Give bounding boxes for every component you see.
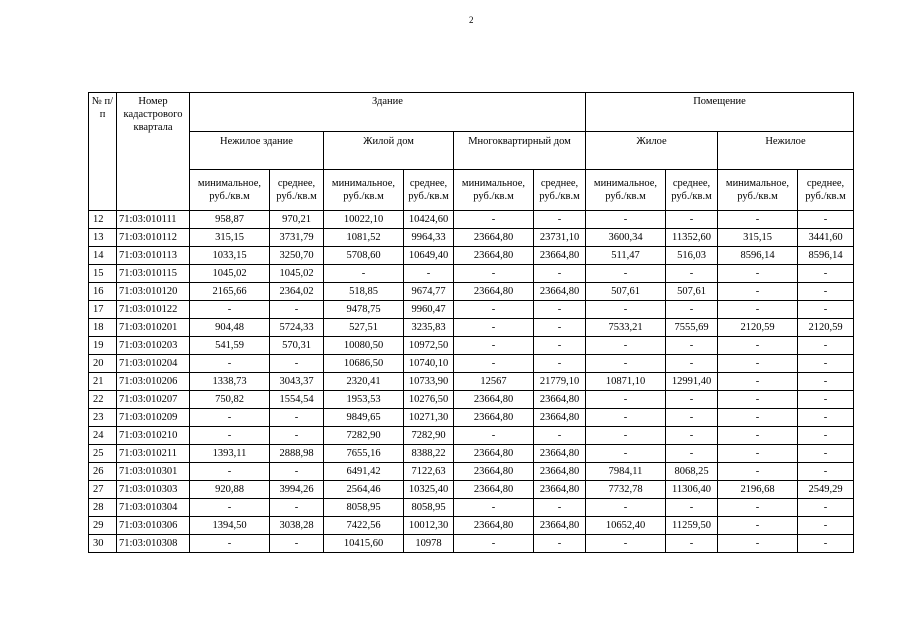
- table-cell: 904,48: [190, 319, 270, 337]
- table-cell: 71:03:010204: [117, 355, 190, 373]
- table-cell: 10271,30: [404, 409, 454, 427]
- table-cell: -: [586, 391, 666, 409]
- table-cell: 3731,79: [270, 229, 324, 247]
- table-cell: 23: [89, 409, 117, 427]
- table-cell: -: [454, 337, 534, 355]
- table-cell: 750,82: [190, 391, 270, 409]
- table-cell: 9964,33: [404, 229, 454, 247]
- table-cell: 920,88: [190, 481, 270, 499]
- table-cell: -: [666, 535, 718, 553]
- table-cell: -: [534, 211, 586, 229]
- table-cell: -: [666, 265, 718, 283]
- table-cell: 9674,77: [404, 283, 454, 301]
- table-cell: -: [586, 427, 666, 445]
- table-cell: 1393,11: [190, 445, 270, 463]
- table-cell: 71:03:010207: [117, 391, 190, 409]
- table-cell: 12991,40: [666, 373, 718, 391]
- table-cell: -: [270, 463, 324, 481]
- table-cell: 71:03:010115: [117, 265, 190, 283]
- table-cell: 10276,50: [404, 391, 454, 409]
- table-cell: -: [454, 427, 534, 445]
- table-cell: 71:03:010304: [117, 499, 190, 517]
- table-cell: -: [586, 301, 666, 319]
- table-body: [89, 211, 854, 553]
- table-cell: 19: [89, 337, 117, 355]
- table-cell: -: [666, 355, 718, 373]
- table-cell: 10080,50: [324, 337, 404, 355]
- table-cell: 7122,63: [404, 463, 454, 481]
- table-cell: 23664,80: [534, 283, 586, 301]
- table-cell: 25: [89, 445, 117, 463]
- table-cell: 11306,40: [666, 481, 718, 499]
- table-cell: 20: [89, 355, 117, 373]
- header-avg: среднее, руб./кв.м: [270, 170, 324, 211]
- table-cell: 958,87: [190, 211, 270, 229]
- table-cell: 23664,80: [454, 517, 534, 535]
- table-cell: -: [718, 445, 798, 463]
- table-cell: -: [798, 427, 854, 445]
- table-cell: 507,61: [586, 283, 666, 301]
- table-cell: 8388,22: [404, 445, 454, 463]
- table-cell: 3441,60: [798, 229, 854, 247]
- table-cell: 71:03:010209: [117, 409, 190, 427]
- table-cell: -: [798, 517, 854, 535]
- table-cell: 10012,30: [404, 517, 454, 535]
- table-cell: -: [534, 301, 586, 319]
- table-cell: 1045,02: [270, 265, 324, 283]
- table-cell: 11352,60: [666, 229, 718, 247]
- table-cell: 2364,02: [270, 283, 324, 301]
- table-cell: -: [718, 391, 798, 409]
- table-cell: 315,15: [718, 229, 798, 247]
- table-cell: 71:03:010303: [117, 481, 190, 499]
- table-cell: 14: [89, 247, 117, 265]
- table-cell: 3994,26: [270, 481, 324, 499]
- table-cell: 3038,28: [270, 517, 324, 535]
- table-cell: 23664,80: [454, 445, 534, 463]
- table-cell: 1394,50: [190, 517, 270, 535]
- table-cell: 23664,80: [534, 409, 586, 427]
- table-cell: 13: [89, 229, 117, 247]
- table-cell: -: [798, 463, 854, 481]
- table-cell: -: [586, 409, 666, 427]
- table-cell: 1554,54: [270, 391, 324, 409]
- table-cell: 527,51: [324, 319, 404, 337]
- table-cell: 9849,65: [324, 409, 404, 427]
- table-cell: 7533,21: [586, 319, 666, 337]
- table-cell: 71:03:010113: [117, 247, 190, 265]
- table-cell: 23664,80: [534, 247, 586, 265]
- table-cell: -: [718, 517, 798, 535]
- table-cell: 23664,80: [534, 391, 586, 409]
- header-min: минимальное, руб./кв.м: [454, 170, 534, 211]
- table-cell: -: [190, 463, 270, 481]
- table-cell: 7282,90: [324, 427, 404, 445]
- table-cell: -: [718, 355, 798, 373]
- table-cell: 23664,80: [534, 481, 586, 499]
- table-cell: 17: [89, 301, 117, 319]
- table-cell: 9960,47: [404, 301, 454, 319]
- table-cell: 12567: [454, 373, 534, 391]
- table-cell: -: [270, 499, 324, 517]
- table-cell: 2196,68: [718, 481, 798, 499]
- table-cell: -: [718, 283, 798, 301]
- table-cell: 8058,95: [324, 499, 404, 517]
- table-cell: 71:03:010122: [117, 301, 190, 319]
- table-cell: 315,15: [190, 229, 270, 247]
- header-avg: среднее, руб./кв.м: [798, 170, 854, 211]
- table-cell: -: [718, 535, 798, 553]
- table-row: [89, 409, 854, 427]
- table-cell: 23664,80: [454, 463, 534, 481]
- table-cell: -: [190, 301, 270, 319]
- table-cell: 511,47: [586, 247, 666, 265]
- table-cell: 10649,40: [404, 247, 454, 265]
- table-cell: 8596,14: [798, 247, 854, 265]
- table-cell: -: [324, 265, 404, 283]
- header-kadastr: Номер кадастрового квартала: [117, 93, 190, 211]
- table-cell: 2888,98: [270, 445, 324, 463]
- table-cell: -: [798, 535, 854, 553]
- table-row: [89, 391, 854, 409]
- table-cell: 7422,56: [324, 517, 404, 535]
- table-cell: -: [798, 499, 854, 517]
- table-cell: 6491,42: [324, 463, 404, 481]
- table-cell: 507,61: [666, 283, 718, 301]
- table-cell: 10424,60: [404, 211, 454, 229]
- table-cell: 27: [89, 481, 117, 499]
- table-cell: -: [798, 373, 854, 391]
- table-cell: 9478,75: [324, 301, 404, 319]
- table-cell: 8068,25: [666, 463, 718, 481]
- table-cell: 1338,73: [190, 373, 270, 391]
- table-cell: 23664,80: [454, 247, 534, 265]
- table-cell: -: [586, 535, 666, 553]
- table-cell: 516,03: [666, 247, 718, 265]
- table-cell: -: [666, 301, 718, 319]
- header-premises: Помещение: [586, 93, 854, 132]
- header-nonres-building: Нежилое здание: [190, 132, 324, 170]
- table-cell: 24: [89, 427, 117, 445]
- table-cell: -: [666, 409, 718, 427]
- table-cell: -: [718, 409, 798, 427]
- table-cell: 7282,90: [404, 427, 454, 445]
- table-cell: 15: [89, 265, 117, 283]
- table-cell: 5724,33: [270, 319, 324, 337]
- table-cell: 7555,69: [666, 319, 718, 337]
- table-cell: -: [190, 355, 270, 373]
- table-cell: 10871,10: [586, 373, 666, 391]
- table-cell: 71:03:010211: [117, 445, 190, 463]
- header-building: Здание: [190, 93, 586, 132]
- table-cell: -: [190, 535, 270, 553]
- table-cell: -: [454, 265, 534, 283]
- table-cell: 23664,80: [454, 409, 534, 427]
- table-cell: -: [666, 427, 718, 445]
- table-row: [89, 265, 854, 283]
- table-cell: 28: [89, 499, 117, 517]
- table-cell: 71:03:010301: [117, 463, 190, 481]
- table-cell: -: [798, 301, 854, 319]
- table-cell: -: [718, 211, 798, 229]
- table-cell: -: [798, 445, 854, 463]
- table-cell: -: [534, 355, 586, 373]
- table-cell: 71:03:010120: [117, 283, 190, 301]
- table-row: [89, 463, 854, 481]
- header-min: минимальное, руб./кв.м: [324, 170, 404, 211]
- table-cell: -: [190, 409, 270, 427]
- header-min: минимальное, руб./кв.м: [718, 170, 798, 211]
- table-row: [89, 355, 854, 373]
- table-cell: 23731,10: [534, 229, 586, 247]
- table-cell: -: [454, 301, 534, 319]
- header-house: Жилой дом: [324, 132, 454, 170]
- table-cell: -: [718, 373, 798, 391]
- table-cell: 10740,10: [404, 355, 454, 373]
- table-cell: 23664,80: [454, 229, 534, 247]
- table-row: [89, 427, 854, 445]
- table-cell: -: [586, 355, 666, 373]
- table-cell: -: [586, 499, 666, 517]
- table-cell: -: [270, 301, 324, 319]
- table-cell: 71:03:010306: [117, 517, 190, 535]
- header-residential: Жилое: [586, 132, 718, 170]
- table-cell: -: [270, 535, 324, 553]
- table-cell: -: [666, 391, 718, 409]
- table-row: [89, 535, 854, 553]
- table-cell: 1081,52: [324, 229, 404, 247]
- table-row: [89, 445, 854, 463]
- table-cell: 18: [89, 319, 117, 337]
- table-cell: 2120,59: [718, 319, 798, 337]
- table-cell: -: [534, 427, 586, 445]
- table-cell: 570,31: [270, 337, 324, 355]
- table-cell: 71:03:010308: [117, 535, 190, 553]
- table-cell: 30: [89, 535, 117, 553]
- table-row: [89, 499, 854, 517]
- table-row: [89, 229, 854, 247]
- table-cell: 23664,80: [454, 283, 534, 301]
- table-row: [89, 301, 854, 319]
- table-cell: -: [586, 445, 666, 463]
- table-cell: 1033,15: [190, 247, 270, 265]
- table-cell: 10686,50: [324, 355, 404, 373]
- table-cell: -: [718, 499, 798, 517]
- table-cell: -: [798, 211, 854, 229]
- header-avg: среднее, руб./кв.м: [534, 170, 586, 211]
- table-cell: 7655,16: [324, 445, 404, 463]
- table-cell: -: [534, 337, 586, 355]
- table-row: [89, 481, 854, 499]
- header-nonresidential: Нежилое: [718, 132, 854, 170]
- table-cell: 21779,10: [534, 373, 586, 391]
- table-cell: 1045,02: [190, 265, 270, 283]
- table-cell: -: [666, 445, 718, 463]
- table-cell: -: [270, 427, 324, 445]
- table-cell: 10325,40: [404, 481, 454, 499]
- cadastral-value-table: [88, 92, 854, 553]
- table-cell: -: [454, 499, 534, 517]
- table-cell: 3600,34: [586, 229, 666, 247]
- table-cell: -: [534, 535, 586, 553]
- table-cell: 8596,14: [718, 247, 798, 265]
- table-cell: 541,59: [190, 337, 270, 355]
- table-cell: -: [534, 319, 586, 337]
- table-cell: 8058,95: [404, 499, 454, 517]
- table-cell: -: [454, 211, 534, 229]
- table-cell: -: [798, 409, 854, 427]
- header-apartment-building: Многоквартирный дом: [454, 132, 586, 170]
- table-cell: -: [454, 355, 534, 373]
- table-cell: -: [270, 409, 324, 427]
- table-cell: -: [586, 211, 666, 229]
- table-cell: -: [718, 463, 798, 481]
- table-row: [89, 373, 854, 391]
- table-cell: 10733,90: [404, 373, 454, 391]
- table-cell: 23664,80: [534, 463, 586, 481]
- table-cell: 2120,59: [798, 319, 854, 337]
- table-cell: 10978: [404, 535, 454, 553]
- table-row: [89, 319, 854, 337]
- table-cell: -: [454, 319, 534, 337]
- table-cell: 71:03:010206: [117, 373, 190, 391]
- table-cell: -: [666, 211, 718, 229]
- table-cell: 7984,11: [586, 463, 666, 481]
- table-cell: -: [718, 427, 798, 445]
- table-cell: -: [586, 337, 666, 355]
- table-cell: 3235,83: [404, 319, 454, 337]
- table-cell: 5708,60: [324, 247, 404, 265]
- table-cell: 16: [89, 283, 117, 301]
- table-cell: 10652,40: [586, 517, 666, 535]
- table-row: [89, 247, 854, 265]
- table-row: [89, 283, 854, 301]
- table-cell: 7732,78: [586, 481, 666, 499]
- header-num: № п/п: [89, 93, 117, 211]
- header-min: минимальное, руб./кв.м: [190, 170, 270, 211]
- table-cell: -: [718, 301, 798, 319]
- table-cell: 1953,53: [324, 391, 404, 409]
- table-row: [89, 337, 854, 355]
- table-cell: 71:03:010111: [117, 211, 190, 229]
- table-cell: 23664,80: [534, 517, 586, 535]
- header-min: минимальное, руб./кв.м: [586, 170, 666, 211]
- table-cell: 71:03:010210: [117, 427, 190, 445]
- table-cell: -: [798, 337, 854, 355]
- table-cell: 21: [89, 373, 117, 391]
- table-cell: 23664,80: [534, 445, 586, 463]
- table-cell: -: [190, 427, 270, 445]
- table-cell: -: [798, 355, 854, 373]
- table-cell: 970,21: [270, 211, 324, 229]
- table-cell: 2320,41: [324, 373, 404, 391]
- table-cell: -: [718, 265, 798, 283]
- table-cell: -: [190, 499, 270, 517]
- table-cell: -: [666, 337, 718, 355]
- table-cell: 71:03:010203: [117, 337, 190, 355]
- table-cell: -: [404, 265, 454, 283]
- table-cell: -: [270, 355, 324, 373]
- table-cell: 71:03:010112: [117, 229, 190, 247]
- table-cell: -: [666, 499, 718, 517]
- table-cell: 71:03:010201: [117, 319, 190, 337]
- table-row: [89, 517, 854, 535]
- table-cell: 3250,70: [270, 247, 324, 265]
- table-cell: -: [798, 391, 854, 409]
- table-cell: 2564,46: [324, 481, 404, 499]
- table-cell: 3043,37: [270, 373, 324, 391]
- table-cell: -: [534, 265, 586, 283]
- table-cell: 12: [89, 211, 117, 229]
- table-cell: 23664,80: [454, 391, 534, 409]
- page-number: 2: [469, 15, 474, 25]
- table-cell: 11259,50: [666, 517, 718, 535]
- table-cell: 10022,10: [324, 211, 404, 229]
- header-avg: среднее, руб./кв.м: [666, 170, 718, 211]
- table-cell: 10415,60: [324, 535, 404, 553]
- table-cell: 2549,29: [798, 481, 854, 499]
- table-cell: -: [586, 265, 666, 283]
- table-cell: 2165,66: [190, 283, 270, 301]
- table-cell: -: [798, 265, 854, 283]
- header-avg: среднее, руб./кв.м: [404, 170, 454, 211]
- table-cell: 22: [89, 391, 117, 409]
- table-cell: 10972,50: [404, 337, 454, 355]
- table-cell: -: [798, 283, 854, 301]
- table-cell: 26: [89, 463, 117, 481]
- table-cell: 518,85: [324, 283, 404, 301]
- table-cell: -: [454, 535, 534, 553]
- table-cell: -: [534, 499, 586, 517]
- table-row: [89, 211, 854, 229]
- table-cell: 23664,80: [454, 481, 534, 499]
- table-cell: -: [718, 337, 798, 355]
- table-cell: 29: [89, 517, 117, 535]
